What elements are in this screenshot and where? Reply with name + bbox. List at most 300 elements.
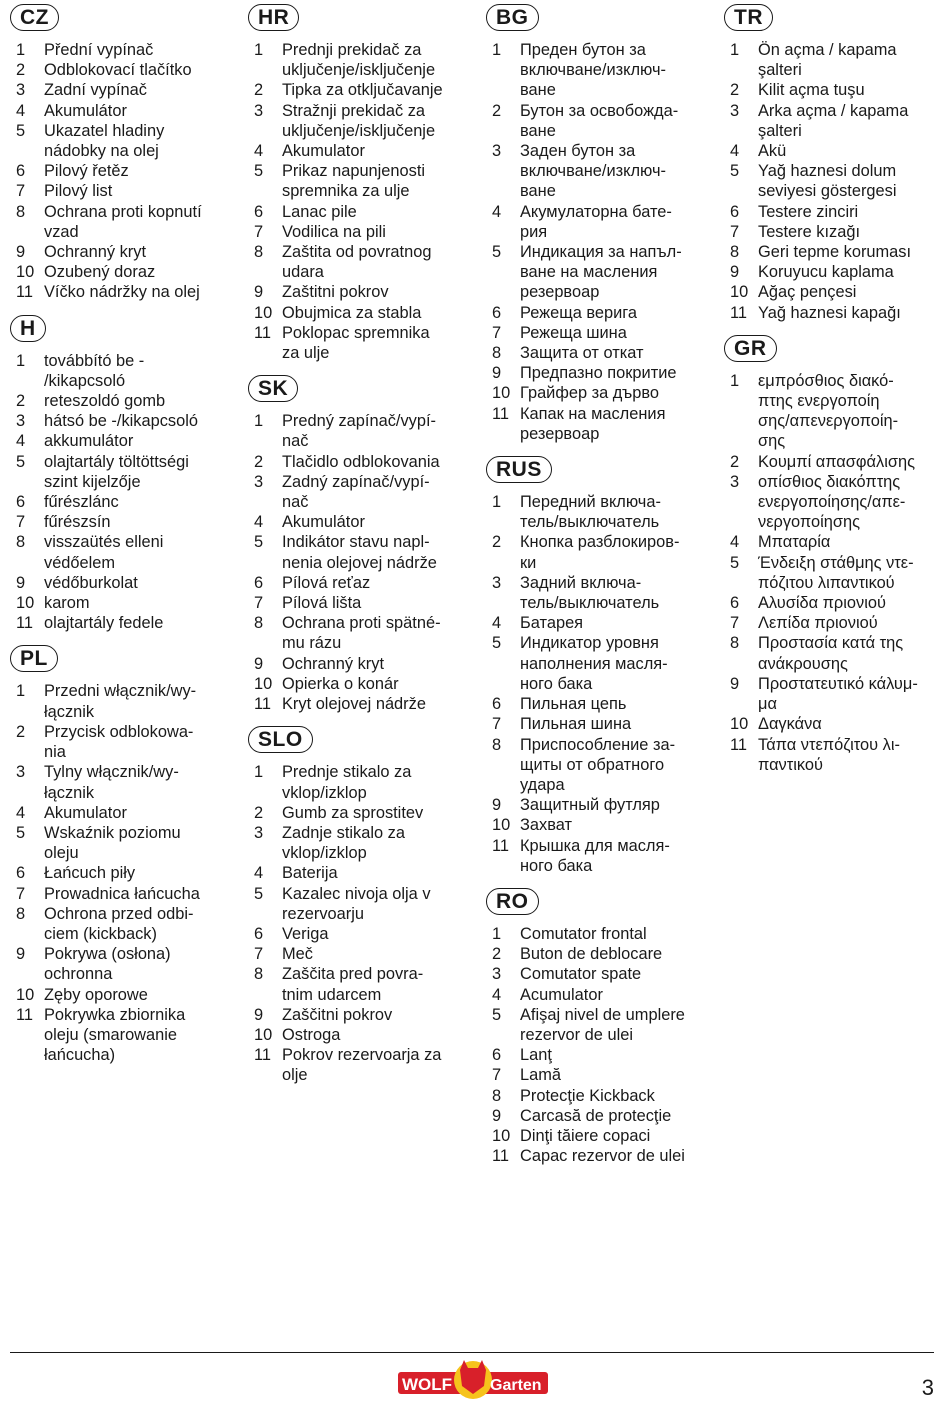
item-label-line: Zaščita pred povra- [282,965,424,984]
list-item [248,472,478,512]
item-label [44,593,240,613]
item-number: 4 [16,432,26,451]
item-label [758,735,950,775]
item-number: 4 [16,101,26,120]
item-label-line: Pílová lišta [282,594,362,613]
item-label-line: Dinţi tăiere copaci [520,1126,651,1145]
item-label-line: Крышка для масля- [520,836,670,855]
item-number: 2 [254,803,264,822]
item-number: 5 [492,634,502,653]
item-label [44,391,240,411]
item-number: 4 [254,864,264,883]
item-label-line: karom [44,594,90,613]
column-1 [10,4,240,1077]
item-label [758,674,950,714]
list-item [486,40,716,101]
item-label-line: Kazalec nivoja olja v [282,884,431,903]
list-item [248,654,478,674]
list-item [248,512,478,532]
item-label-line: tnim udarcem [282,985,382,1004]
list-item [486,633,716,694]
item-label-line: /kikapcsoló [44,371,126,390]
item-number: 11 [492,1147,510,1166]
item-label-line: Obujmica za stabla [282,303,422,322]
list-item [486,1065,716,1085]
page-number: 3 [921,1375,934,1400]
item-label [282,202,478,222]
item-label-line: Meč [282,945,313,964]
item-label-line: şalteri [758,61,802,80]
item-label [44,161,240,181]
item-number: 6 [492,303,502,322]
item-label-line: μα [758,695,777,714]
item-label-line: ciem (kickback) [44,924,157,943]
item-label-line: Prikaz napunjenosti [282,162,426,181]
item-label-line: Акумулаторна бате- [520,202,672,221]
item-number: 10 [16,985,35,1004]
list-item [10,242,240,262]
item-number: 6 [730,594,740,613]
item-number: 7 [254,594,264,613]
item-label-line: Afişaj nivel de umplere [520,1005,685,1024]
list-item [248,613,478,653]
list-item [10,202,240,242]
item-label-line: Lanac pile [282,202,357,221]
item-number: 9 [492,364,502,383]
item-label [44,904,240,944]
item-label [520,363,716,383]
item-number: 6 [254,573,264,592]
item-number: 9 [254,283,264,302]
list-item [486,836,716,876]
item-number: 4 [492,202,502,221]
item-label-line: Přední vypínač [44,41,154,59]
item-label [282,101,478,141]
item-label-line: Tlačidlo odblokovania [282,452,440,471]
list-item [248,762,478,802]
item-label-line: Защитный футляр [520,796,660,815]
item-number: 8 [254,243,264,262]
list-item [248,40,478,80]
item-label-line: наполнения масля- [520,654,668,673]
item-label [520,101,716,141]
item-label-line: Gumb za sprostitev [282,803,424,822]
item-label [758,222,950,242]
item-label [282,532,478,572]
item-number: 9 [254,1005,264,1024]
language-section [248,726,478,1085]
language-section [724,4,950,323]
list-item [486,944,716,964]
item-label-line: uključenje/isključenje [282,121,436,140]
item-number: 3 [492,142,502,161]
item-label [520,141,716,202]
item-label-line: εμπρόσθιος διακό- [758,371,894,390]
item-label-line: Пильная шина [520,715,632,734]
item-label [520,694,716,714]
list-item [248,323,478,363]
list-item [486,1086,716,1106]
list-item [10,262,240,282]
item-number: 11 [254,695,272,714]
item-label-line: Задний включа- [520,573,642,592]
item-label [282,694,478,714]
item-label-line: reteszoldó gomb [44,392,166,411]
item-number: 11 [16,614,34,633]
list-item [724,472,950,533]
list-item [486,343,716,363]
item-number: 7 [730,222,740,241]
item-label [44,573,240,593]
item-label-line: Ochrana proti spätné- [282,614,441,633]
item-number: 9 [16,573,26,592]
language-section [10,315,240,634]
list-item [248,1045,478,1085]
item-label-line: şalteri [758,121,802,140]
list-item [486,735,716,796]
list-item [486,492,716,532]
item-label-line: резервоар [520,424,600,443]
item-label-line: Ukazatel hladiny [44,121,165,140]
list-item [486,964,716,984]
item-label-line: ного бака [520,856,593,875]
list-item [10,351,240,391]
item-label-line: olajtartály fedele [44,614,164,633]
list-item [248,863,478,883]
item-label-line: Кнопка разблокиров- [520,533,680,552]
list-item [724,262,950,282]
list-item [10,181,240,201]
list-item [10,722,240,762]
item-label [520,795,716,815]
item-label-line: oleju (smarowanie [44,1025,178,1044]
list-item [486,1126,716,1146]
item-number: 1 [16,41,26,59]
item-label [282,654,478,674]
language-code-badge: CZ [10,4,59,31]
item-label-line: Батарея [520,614,584,633]
item-label [44,411,240,431]
item-label-line: vklop/izklop [282,783,367,802]
list-item [724,242,950,262]
item-label-line: Ochrana proti kopnutí [44,202,202,221]
language-section [724,335,950,775]
item-label-line: οπίσθιος διακόπτης [758,472,901,491]
item-label-line: oleju [44,844,79,863]
list-item [10,884,240,904]
list-item [724,202,950,222]
item-label-line: Ένδειξη στάθμης ντε- [758,553,914,572]
item-number: 5 [16,452,26,471]
list-item [724,303,950,323]
item-label-line: Wskaźnik poziomu [44,823,181,842]
item-label-line: Prowadnica łańcucha [44,884,200,903]
item-label [520,815,716,835]
item-label-line: ενεργοποίησης/απε- [758,493,906,512]
list-item [724,714,950,734]
item-number: 2 [16,61,26,80]
item-label-line: Łańcuch piły [44,864,136,883]
item-number: 8 [16,533,26,552]
item-label-line: Carcasă de protecţie [520,1106,672,1125]
item-number: 8 [16,904,26,923]
item-number: 10 [16,263,35,282]
item-label [282,884,478,924]
language-section [486,888,716,1166]
item-number: 1 [16,682,26,701]
list-item [10,431,240,451]
item-label-line: Пильная цепь [520,695,627,714]
list-item [724,613,950,633]
list-item [248,222,478,242]
language-code-badge: GR [724,335,777,362]
language-section [10,645,240,1065]
item-number: 5 [492,243,502,262]
item-label-line: удара [520,775,565,794]
list-item [248,141,478,161]
list-item [248,1005,478,1025]
item-label-line: Akumulátor [44,101,127,120]
list-item [486,323,716,343]
footer-divider [10,1352,934,1353]
item-label-line: Режеща верига [520,303,638,322]
item-label [520,323,716,343]
list-item [486,694,716,714]
item-label-line: тель/выключатель [520,594,660,613]
list-item [248,964,478,1004]
item-number: 7 [16,884,26,903]
list-item [10,101,240,121]
item-label-line: visszaütés elleni [44,533,164,552]
item-label-line: olje [282,1066,308,1085]
item-label-line: включване/изключ- [520,61,666,80]
item-label [44,762,240,802]
item-label [282,863,478,883]
item-number: 5 [492,1005,502,1024]
item-label-line: vzad [44,222,79,241]
item-label-line: Τάπα ντεπόζιτου λι- [758,735,900,754]
item-label-line: nenia olejovej nádrže [282,553,437,572]
item-label-line: Капак на масления [520,404,666,423]
item-label [282,803,478,823]
item-number: 11 [730,735,748,754]
list-item [724,222,950,242]
list-item [486,242,716,303]
item-label-line: Yağ haznesi kapağı [758,303,901,322]
list-item [724,80,950,100]
item-label [282,593,478,613]
item-number: 10 [254,303,273,322]
item-label-line: Pokrov rezervoarja za [282,1046,442,1065]
item-label-line: Testere kızağı [758,222,861,241]
list-item [486,795,716,815]
item-label-line: Λεπίδα πριονιού [758,614,878,633]
list-item [486,573,716,613]
list-item [248,593,478,613]
item-number: 10 [730,715,749,734]
item-number: 4 [254,142,264,161]
item-label [758,613,950,633]
item-number: 2 [254,452,264,471]
item-label-line: Capac rezervor de ulei [520,1147,685,1166]
item-label-line: Zaštita od povratnog [282,243,432,262]
list-item [10,452,240,492]
wolf-garten-logo [398,1360,548,1400]
item-number: 11 [16,1005,34,1024]
item-label-line: fűrészsín [44,513,111,532]
item-label-line: Ostroga [282,1025,341,1044]
item-label [282,222,478,242]
item-label [282,303,478,323]
item-number: 1 [730,371,740,390]
item-number: 9 [16,243,26,262]
list-item [10,282,240,302]
item-label-line: nač [282,432,309,451]
item-number: 1 [730,41,740,59]
list-item [486,303,716,323]
item-label [282,411,478,451]
item-number: 4 [492,614,502,633]
item-label-line: Arka açma / kapama [758,101,909,120]
item-label [520,1005,716,1045]
list-item [486,613,716,633]
item-label-line: hátsó be -/kikapcsoló [44,412,198,431]
item-label-line: Buton de deblocare [520,945,663,964]
item-label-line: Opierka o konár [282,674,399,693]
list-item [486,1005,716,1045]
list-item [486,1045,716,1065]
list-item [248,202,478,222]
item-label-line: Comutator spate [520,965,642,984]
item-label [520,836,716,876]
item-label [520,202,716,242]
item-label-line: Tylny włącznik/wy- [44,763,179,782]
list-item [248,452,478,472]
item-label [520,735,716,796]
item-number: 7 [16,182,26,201]
item-label-line: Veriga [282,924,329,943]
item-number: 10 [492,1126,511,1145]
item-number: 2 [254,81,264,100]
item-label-line: ване [520,81,556,100]
item-number: 6 [16,162,26,181]
item-label [520,303,716,323]
item-label-line: резервоар [520,283,600,302]
column-3 [486,4,716,1178]
item-label-line: Грайфер за дърво [520,384,659,403]
item-label-line: Comutator frontal [520,924,647,943]
item-number: 9 [492,1106,502,1125]
list-item [486,101,716,141]
item-label-line: rezervor de ulei [520,1025,633,1044]
item-label [44,722,240,762]
item-number: 1 [492,924,502,943]
item-label [282,573,478,593]
item-label [282,964,478,1004]
language-code-badge: SLO [248,726,313,753]
language-section [248,375,478,714]
language-section [10,4,240,303]
list-item [248,101,478,141]
item-number: 7 [254,222,264,241]
list-item [486,1146,716,1166]
item-label [758,452,950,472]
item-label [44,823,240,863]
item-label [520,343,716,363]
item-label-line: ανάκρουσης [758,654,848,673]
item-label [44,681,240,721]
list-item [10,593,240,613]
list-item [248,803,478,823]
item-number: 4 [254,513,264,532]
language-section [486,456,716,876]
item-label-line: πτης ενεργοποίη [758,392,880,411]
language-code-badge: H [10,315,46,342]
item-label [758,202,950,222]
item-number: 10 [492,816,511,835]
item-label [758,141,950,161]
list-item [10,391,240,411]
list-item [248,944,478,964]
item-label-line: ки [520,553,537,572]
item-label-line: Ağaç pençesi [758,283,857,302]
item-number: 8 [492,735,502,754]
item-label-line: Indikátor stavu napl- [282,533,430,552]
item-label-line: łącznik [44,783,95,802]
item-label-line: Бутон за освобожда- [520,101,679,120]
item-number: 6 [254,202,264,221]
item-label-line: uključenje/isključenje [282,61,436,80]
item-number: 3 [16,81,26,100]
item-label-line: Zadný zapínač/vypí- [282,472,430,491]
list-item [248,823,478,863]
item-label-line: ного бака [520,674,593,693]
item-label [520,613,716,633]
item-label-line: spremnika za ulje [282,182,410,201]
item-label-line: łącznik [44,702,95,721]
item-label-line: Режеща шина [520,323,627,342]
list-item [10,904,240,944]
item-number: 3 [254,472,264,491]
item-label-line: Odblokovací tlačítko [44,61,192,80]
item-label-line: Akumulator [282,142,365,161]
item-number: 1 [492,41,502,59]
item-number: 7 [492,1066,502,1085]
item-label-line: рия [520,222,548,241]
item-label [758,633,950,673]
item-label [282,1025,478,1045]
item-label-line: Защита от откат [520,344,644,363]
item-number: 6 [16,864,26,883]
item-number: 9 [492,796,502,815]
list-item [724,674,950,714]
item-label-line: Kilit açma tuşu [758,81,865,100]
item-label [520,383,716,403]
item-number: 2 [16,392,26,411]
item-label [44,803,240,823]
item-label-line: Yağ haznesi dolum [758,162,897,181]
item-number: 5 [254,884,264,903]
item-number: 5 [16,823,26,842]
item-number: 2 [492,945,502,964]
list-item [10,532,240,572]
item-label [44,101,240,121]
item-label [758,101,950,141]
item-label-line: udara [282,263,324,282]
item-number: 2 [492,101,502,120]
list-item [486,383,716,403]
item-number: 2 [730,81,740,100]
